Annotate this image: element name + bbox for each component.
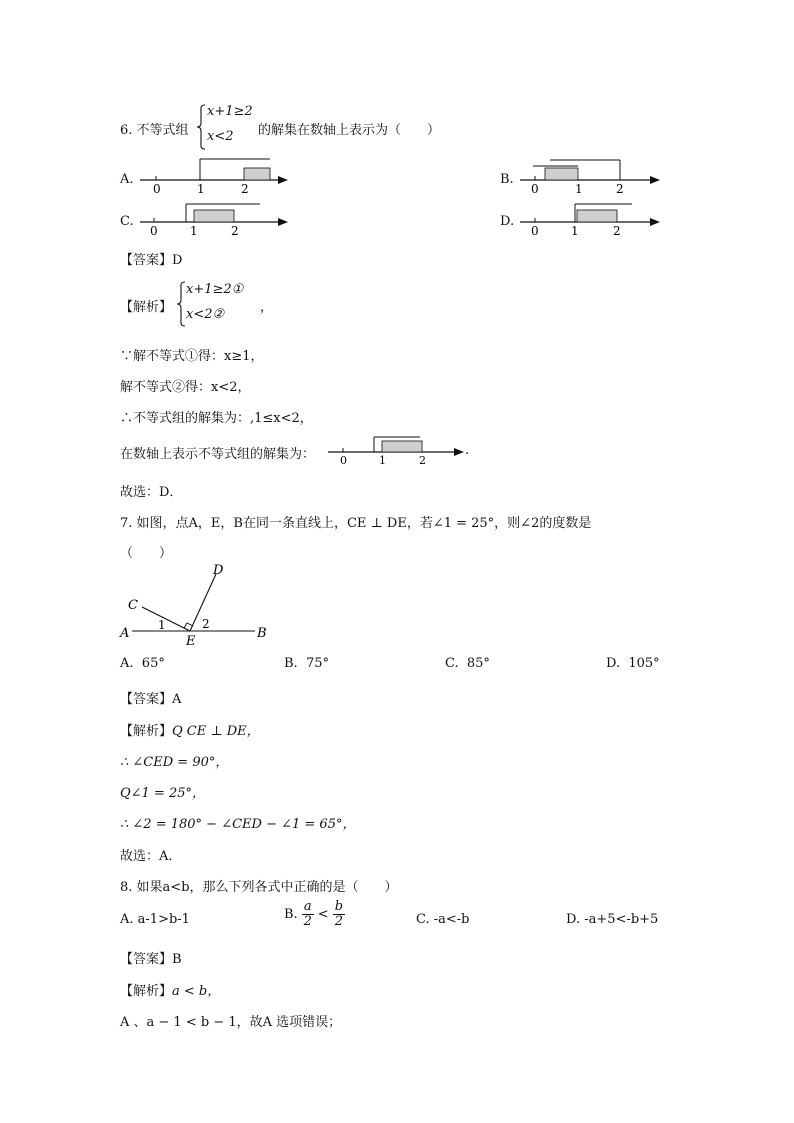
- q7-number: 7.: [120, 516, 133, 531]
- q6-c-tick-1: 1: [190, 224, 198, 238]
- q6-step4-tick-0: 0: [340, 454, 347, 466]
- q6-a-shade: [244, 168, 270, 180]
- q6-analysis-comma: ，: [260, 300, 274, 315]
- q6-answer: 【答案】D: [120, 253, 183, 268]
- q7-option-c: [445, 656, 490, 671]
- q6-analysis-line2: x<2②: [186, 307, 225, 322]
- q8-answer: 【答案】B: [120, 952, 182, 967]
- q6-step4-shade: [382, 441, 422, 452]
- q6-step4-numberline: [328, 434, 466, 466]
- q8-option-c: C. -a<-b: [416, 912, 470, 927]
- q7-label-e: E: [186, 634, 196, 649]
- q6-step3: ∴不等式组的解集为：,1≤x<2，: [120, 411, 313, 426]
- q6-option-c-label: C.: [120, 214, 134, 229]
- q7-analysis-l3: Q∠1 = 25°，: [120, 786, 206, 801]
- q7-option-d-label: D.: [606, 656, 621, 671]
- q6-a-tick-1: 1: [197, 182, 205, 195]
- q6-prefix: 不等式组: [136, 123, 189, 138]
- q6-option-d-label: D.: [500, 214, 515, 229]
- q8-frac-b-num: b: [334, 899, 344, 914]
- q7-answer: 【答案】A: [120, 692, 182, 707]
- q7-stem-line1: [120, 512, 591, 531]
- q7-stem-line2: （ ）: [120, 546, 173, 561]
- q6-option-c-numberline: [140, 198, 290, 238]
- q7-option-b: [284, 656, 329, 671]
- q6-option-b-numberline: [520, 155, 662, 195]
- q8-number: 8.: [120, 880, 133, 895]
- q6-c-shade: [194, 210, 234, 222]
- q6-option-d-numberline: [520, 198, 662, 238]
- q6-d-shade: [577, 210, 617, 222]
- q7-label-1: 1: [158, 618, 166, 632]
- q7-label-c: C: [128, 598, 138, 613]
- q6-sys-line2: x<2: [207, 129, 234, 144]
- q6-analysis-line1: x+1≥2①: [186, 282, 244, 297]
- q7-option-d: [606, 656, 660, 671]
- q6-suffix: 的解集在数轴上表示为（ ）: [258, 123, 441, 138]
- q7-analysis-l1: Q CE ⊥ DE，: [172, 724, 260, 739]
- q8-option-b-frac-b: [333, 900, 345, 929]
- q7-stem: 如图，点A，E，B在同一条直线上，CE ⊥ DE，若∠1 = 25°，则∠2的度数是: [136, 516, 592, 531]
- q7-conclusion: 故选：A．: [120, 849, 182, 864]
- q7-label-a: A: [120, 626, 130, 641]
- q8-frac-b-den: 2: [334, 914, 344, 929]
- q7-option-c-value: 85°: [466, 656, 490, 671]
- q6-sys-line1: x+1≥2: [207, 104, 253, 119]
- q7-analysis-l4: ∴ ∠2 = 180° − ∠CED − ∠1 = 65°，: [120, 817, 356, 832]
- q6-stem: [120, 119, 189, 138]
- q6-c-tick-0: 0: [150, 224, 158, 238]
- q8-option-a: A. a-1>b-1: [120, 912, 190, 927]
- q6-step4-end: .: [465, 443, 470, 458]
- q8-analysis-l1: a < b，: [172, 984, 221, 999]
- q6-analysis-label: 【解析】: [120, 300, 173, 315]
- q6-number: 6.: [120, 123, 133, 138]
- q7-option-a-label: A.: [120, 656, 134, 671]
- q7-figure: [118, 560, 278, 650]
- q8-frac-a-num: a: [303, 899, 312, 914]
- q6-b-tick-1: 1: [575, 182, 583, 195]
- q7-label-b: B: [257, 626, 267, 641]
- q6-d-tick-1: 1: [571, 224, 579, 238]
- q6-d-tick-2: 2: [613, 224, 621, 238]
- q7-label-d: D: [213, 563, 224, 578]
- q7-label-2: 2: [202, 617, 210, 631]
- q6-c-tick-2: 2: [231, 224, 239, 238]
- q8-analysis-l2: A 、a − 1 < b − 1，故A 选项错误；: [120, 1015, 342, 1030]
- q8-frac-a-den: 2: [303, 914, 312, 929]
- q6-step4-tick-1: 1: [379, 454, 386, 466]
- q7-option-a: [120, 656, 165, 671]
- q6-step1: ∵解不等式①得：x≥1，: [120, 349, 264, 364]
- q7-analysis-label: 【解析】: [120, 724, 173, 739]
- q7-analysis-line1: [120, 720, 260, 739]
- q8-option-b-label: B.: [284, 907, 298, 922]
- q6-analysis-brace: [176, 281, 186, 327]
- q6-a-tick-0: 0: [153, 182, 161, 195]
- q6-option-a-numberline: [140, 155, 290, 195]
- q6-b-tick-0: 0: [531, 182, 539, 195]
- q8-option-d: D. -a+5<-b+5: [566, 912, 659, 927]
- q7-option-b-label: B.: [284, 656, 298, 671]
- q8-option-b: [284, 900, 345, 929]
- q6-b-shade: [545, 168, 578, 180]
- q6-d-tick-0: 0: [531, 224, 539, 238]
- q8-stem-text: 如果a<b，那么下列各式中正确的是（ ）: [136, 880, 398, 895]
- q7-option-d-value: 105°: [628, 656, 660, 671]
- q8-stem: [120, 876, 398, 895]
- q6-conclusion: 故选：D．: [120, 485, 183, 500]
- q8-analysis-label: 【解析】: [120, 984, 173, 999]
- q7-analysis-l2: ∴ ∠CED = 90°，: [120, 755, 229, 770]
- q8-analysis-line1: [120, 980, 220, 999]
- q7-option-a-value: 65°: [141, 656, 165, 671]
- q6-b-tick-2: 2: [616, 182, 624, 195]
- q6-option-a-label: A.: [120, 172, 134, 187]
- q6-step4-text: 在数轴上表示不等式组的解集为：: [120, 447, 316, 462]
- q6-step2: 解不等式②得：x<2，: [120, 380, 251, 395]
- q6-option-b-label: B.: [500, 172, 514, 187]
- q8-option-b-frac-a: [302, 900, 314, 929]
- q6-a-tick-2: 2: [241, 182, 249, 195]
- q6-brace: [196, 104, 206, 150]
- q6-step4-tick-2: 2: [419, 454, 426, 466]
- q8-option-b-lt: <: [317, 907, 329, 922]
- q7-option-b-value: 75°: [305, 656, 329, 671]
- q7-option-c-label: C.: [445, 656, 459, 671]
